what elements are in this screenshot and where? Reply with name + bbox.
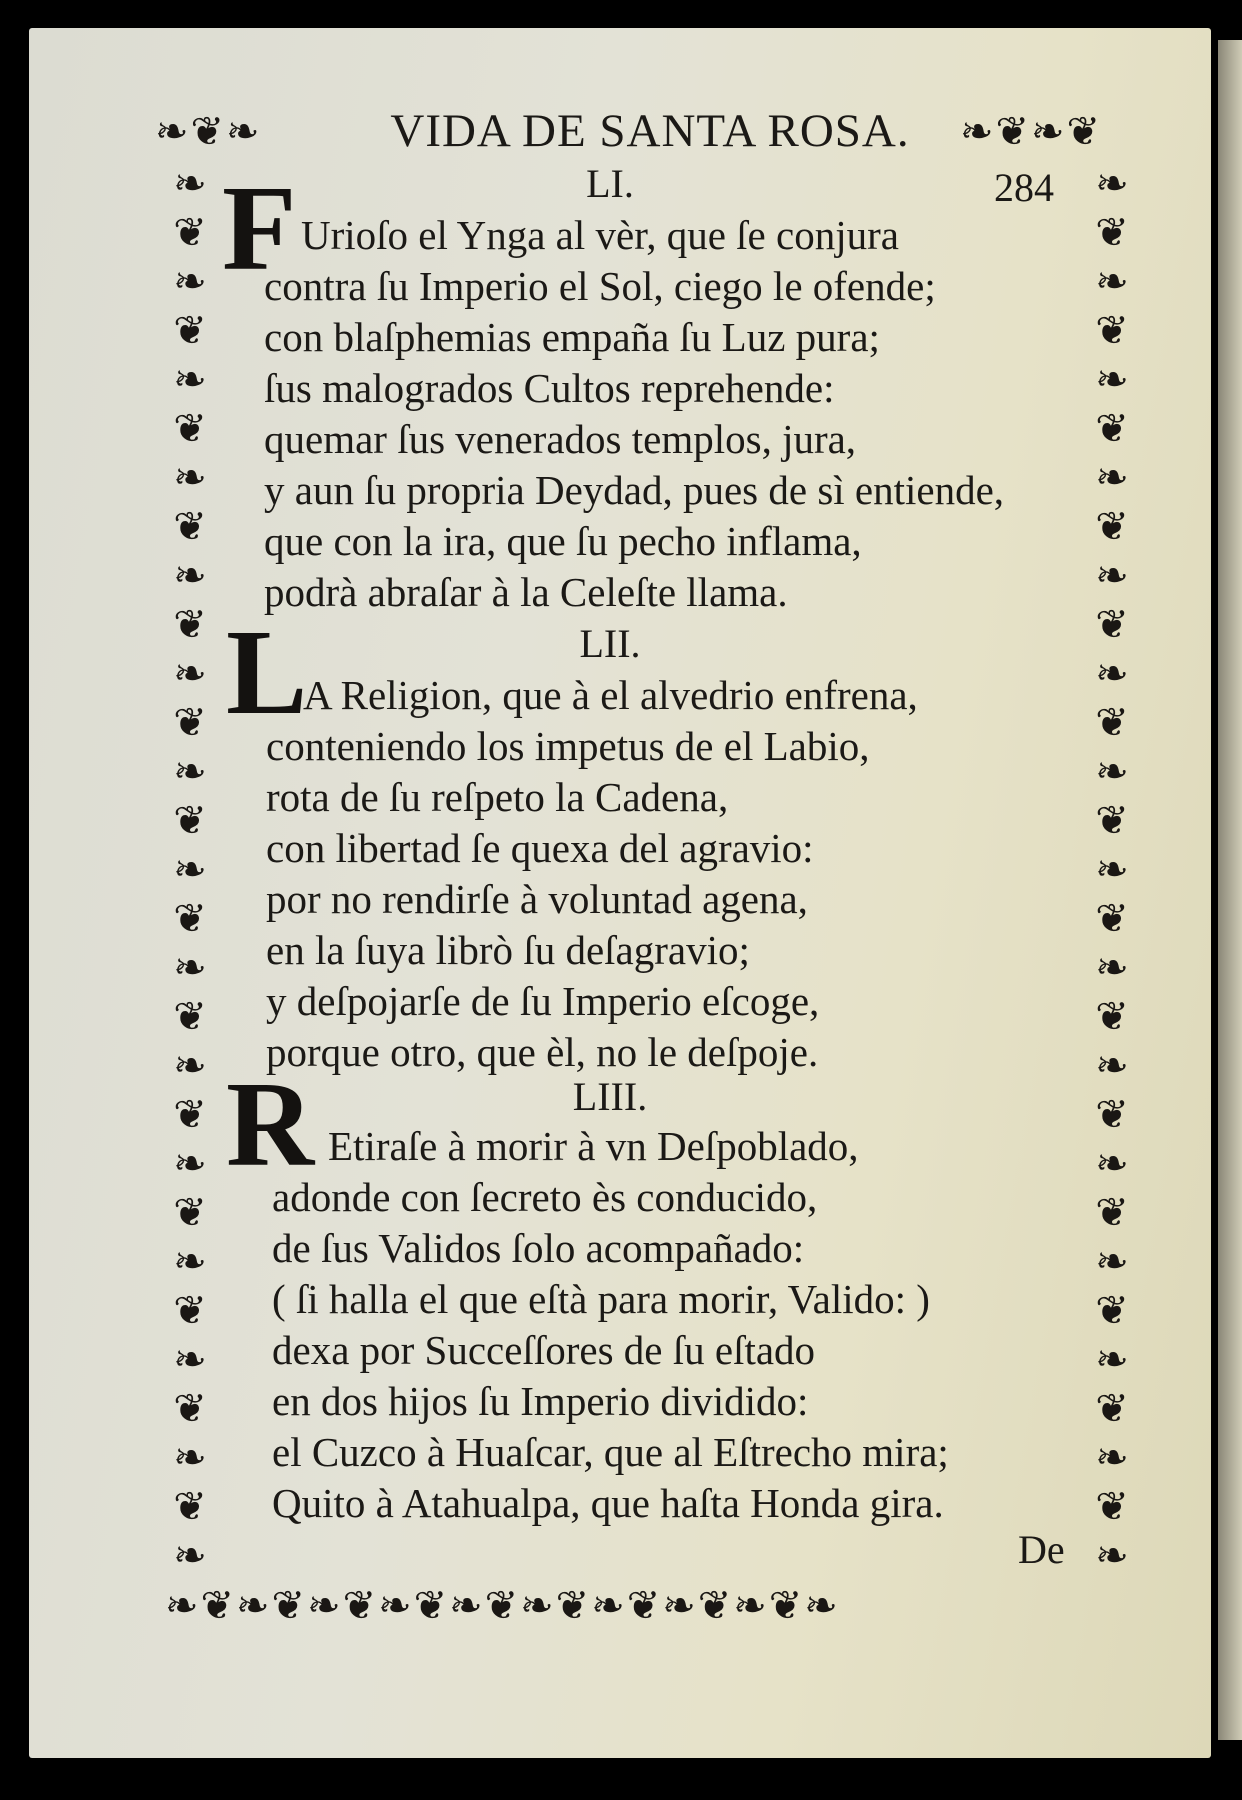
fleuron-icon: ❦ <box>413 1583 450 1629</box>
fleuron-icon: ❦ <box>1095 1484 1129 1530</box>
fleuron-icon: ❦ <box>173 504 207 550</box>
fleuron-icon: ❧ <box>1095 749 1129 795</box>
fleuron-icon: ❧ <box>173 455 207 501</box>
stanza-number: LII. <box>579 621 641 666</box>
verse-line: dexa por Succeſſores de ſu eſtado <box>272 1327 816 1373</box>
fleuron-icon: ❧ <box>173 357 207 403</box>
fleuron-icon: ❦ <box>173 798 207 844</box>
fleuron-icon: ❦ <box>173 1484 207 1530</box>
verse-line: que con la ira, que ſu pecho inflama, <box>264 518 862 564</box>
fleuron-icon: ❧ <box>1095 161 1129 207</box>
fleuron-icon: ❦ <box>1095 504 1129 550</box>
fleuron-icon: ❧ <box>1095 259 1129 305</box>
fleuron-icon: ❦ <box>1095 896 1129 942</box>
fleuron-icon: ❧ <box>173 749 207 795</box>
drop-cap: R <box>226 1057 315 1192</box>
verse-line: adonde con ſecreto ès conducido, <box>272 1174 818 1220</box>
fleuron-icon: ❦ <box>1095 798 1129 844</box>
fleuron-icon: ❦ <box>173 1288 207 1334</box>
verse-line: Urioſo el Ynga al vèr, que ſe conjura <box>301 212 899 258</box>
verse-line: en la ſuya librò ſu deſagravio; <box>266 927 750 973</box>
fleuron-icon: ❧ <box>165 1583 201 1629</box>
fleuron-icon: ❦ <box>1095 994 1129 1040</box>
fleuron-icon: ❧ <box>804 1583 840 1629</box>
fleuron-icon: ❧ <box>226 109 262 155</box>
verse-line: porque otro, que èl, no le deſpoje. <box>266 1029 819 1075</box>
fleuron-icon: ❧ <box>173 651 207 697</box>
fleuron-icon: ❦ <box>1095 1288 1129 1334</box>
fleuron-icon: ❧ <box>173 1043 207 1089</box>
fleuron-icon: ❦ <box>200 1583 237 1629</box>
fleuron-icon: ❧ <box>520 1583 556 1629</box>
verse-line: rota de ſu reſpeto la Cadena, <box>266 774 729 820</box>
fleuron-icon: ❦ <box>697 1583 734 1629</box>
fleuron-icon: ❧ <box>733 1583 769 1629</box>
fleuron-icon: ❧ <box>1095 455 1129 501</box>
fleuron-icon: ❧ <box>173 259 207 305</box>
fleuron-icon: ❧ <box>1095 553 1129 599</box>
bottom-fleuron-border <box>165 1580 840 1632</box>
verse-line: podrà abraſar à la Celeſte llama. <box>264 569 788 615</box>
right-fleuron-border <box>1082 160 1142 1581</box>
fleuron-icon: ❦ <box>768 1583 805 1629</box>
verse-line: A Religion, que à el alvedrio enfrena, <box>303 672 918 718</box>
fleuron-icon: ❧ <box>1095 1533 1129 1579</box>
verse-line: ſus malogrados Cultos reprehende: <box>264 365 835 411</box>
fleuron-icon: ❦ <box>271 1583 308 1629</box>
facing-page-edge <box>1218 40 1242 1740</box>
fleuron-icon: ❧ <box>1095 651 1129 697</box>
drop-cap: F <box>222 161 297 296</box>
fleuron-icon: ❧ <box>173 945 207 991</box>
fleuron-icon: ❦ <box>484 1583 521 1629</box>
fleuron-icon: ❧ <box>1095 1435 1129 1481</box>
verse-line: y aun ſu propria Deydad, pues de sì entiende, <box>264 467 1005 513</box>
drop-cap: L <box>226 605 308 740</box>
fleuron-icon: ❧ <box>173 1533 207 1579</box>
verse-line: en dos hijos ſu Imperio dividido: <box>272 1378 809 1424</box>
fleuron-icon: ❧ <box>1095 1239 1129 1285</box>
fleuron-icon: ❧ <box>173 553 207 599</box>
fleuron-icon: ❦ <box>190 109 227 155</box>
fleuron-icon: ❧ <box>1031 109 1067 155</box>
verse-line: de ſus Validos ſolo acompañado: <box>272 1225 805 1271</box>
fleuron-icon: ❧ <box>960 109 996 155</box>
fleuron-icon: ❧ <box>1095 1043 1129 1089</box>
verse-line: contra ſu Imperio el Sol, ciego le ofende; <box>264 263 936 309</box>
fleuron-icon: ❦ <box>1095 406 1129 452</box>
fleuron-icon: ❦ <box>1095 700 1129 746</box>
fleuron-icon: ❧ <box>662 1583 698 1629</box>
fleuron-icon: ❧ <box>173 847 207 893</box>
stanza-number: LIII. <box>572 1074 648 1119</box>
verse-line: conteniendo los impetus de el Labio, <box>266 723 870 769</box>
fleuron-icon: ❧ <box>155 109 191 155</box>
fleuron-icon: ❧ <box>1095 1337 1129 1383</box>
fleuron-icon: ❧ <box>1095 847 1129 893</box>
verse-line: con libertad ſe quexa del agravio: <box>266 825 814 871</box>
fleuron-icon: ❦ <box>1095 602 1129 648</box>
fleuron-icon: ❦ <box>1095 308 1129 354</box>
verse-line: Etiraſe à morir à vn Deſpoblado, <box>328 1123 859 1169</box>
fleuron-icon: ❦ <box>173 896 207 942</box>
fleuron-icon: ❧ <box>173 1141 207 1187</box>
fleuron-icon: ❦ <box>626 1583 663 1629</box>
fleuron-icon: ❧ <box>173 1239 207 1285</box>
top-right-fleuron-border <box>960 106 1102 158</box>
top-left-fleuron-border <box>155 106 262 158</box>
running-title: VIDA DE SANTA ROSA. <box>390 105 910 157</box>
fleuron-icon: ❧ <box>449 1583 485 1629</box>
fleuron-icon: ❦ <box>173 700 207 746</box>
verse-line: el Cuzco à Huaſcar, que al Eſtrecho mira; <box>272 1429 949 1475</box>
fleuron-icon: ❦ <box>173 1092 207 1138</box>
fleuron-icon: ❧ <box>378 1583 414 1629</box>
fleuron-icon: ❦ <box>1095 1386 1129 1432</box>
fleuron-icon: ❦ <box>173 994 207 1040</box>
fleuron-icon: ❧ <box>591 1583 627 1629</box>
catchword: De <box>1018 1527 1065 1572</box>
verse-line: quemar ſus venerados templos, jura, <box>264 416 857 462</box>
fleuron-icon: ❦ <box>1095 1190 1129 1236</box>
verse-line: por no rendirſe à voluntad agena, <box>266 876 808 922</box>
fleuron-icon: ❦ <box>555 1583 592 1629</box>
fleuron-icon: ❧ <box>1095 357 1129 403</box>
fleuron-icon: ❦ <box>342 1583 379 1629</box>
fleuron-icon: ❦ <box>173 308 207 354</box>
fleuron-icon: ❦ <box>1095 210 1129 256</box>
fleuron-icon: ❧ <box>173 161 207 207</box>
fleuron-icon: ❦ <box>173 1190 207 1236</box>
fleuron-icon: ❦ <box>1066 109 1103 155</box>
fleuron-icon: ❦ <box>173 602 207 648</box>
fleuron-icon: ❧ <box>173 1435 207 1481</box>
fleuron-icon: ❧ <box>307 1583 343 1629</box>
verse-line: y deſpojarſe de ſu Imperio eſcoge, <box>266 978 820 1024</box>
fleuron-icon: ❦ <box>1095 1092 1129 1138</box>
fleuron-icon: ❧ <box>1095 945 1129 991</box>
fleuron-icon: ❦ <box>173 406 207 452</box>
fleuron-icon: ❧ <box>1095 1141 1129 1187</box>
verse-line: con blaſphemias empaña ſu Luz pura; <box>264 314 880 360</box>
page-number: 284 <box>994 165 1054 210</box>
stanza-number: LI. <box>586 161 634 206</box>
fleuron-icon: ❦ <box>173 1386 207 1432</box>
verse-line: Quito à Atahualpa, que haſta Honda gira. <box>272 1480 944 1526</box>
fleuron-icon: ❦ <box>173 210 207 256</box>
fleuron-icon: ❧ <box>173 1337 207 1383</box>
fleuron-icon: ❦ <box>995 109 1032 155</box>
fleuron-icon: ❧ <box>236 1583 272 1629</box>
left-fleuron-border <box>160 160 220 1581</box>
verse-line: ( ſi halla el que eſtà para morir, Valido: ) <box>272 1276 930 1322</box>
